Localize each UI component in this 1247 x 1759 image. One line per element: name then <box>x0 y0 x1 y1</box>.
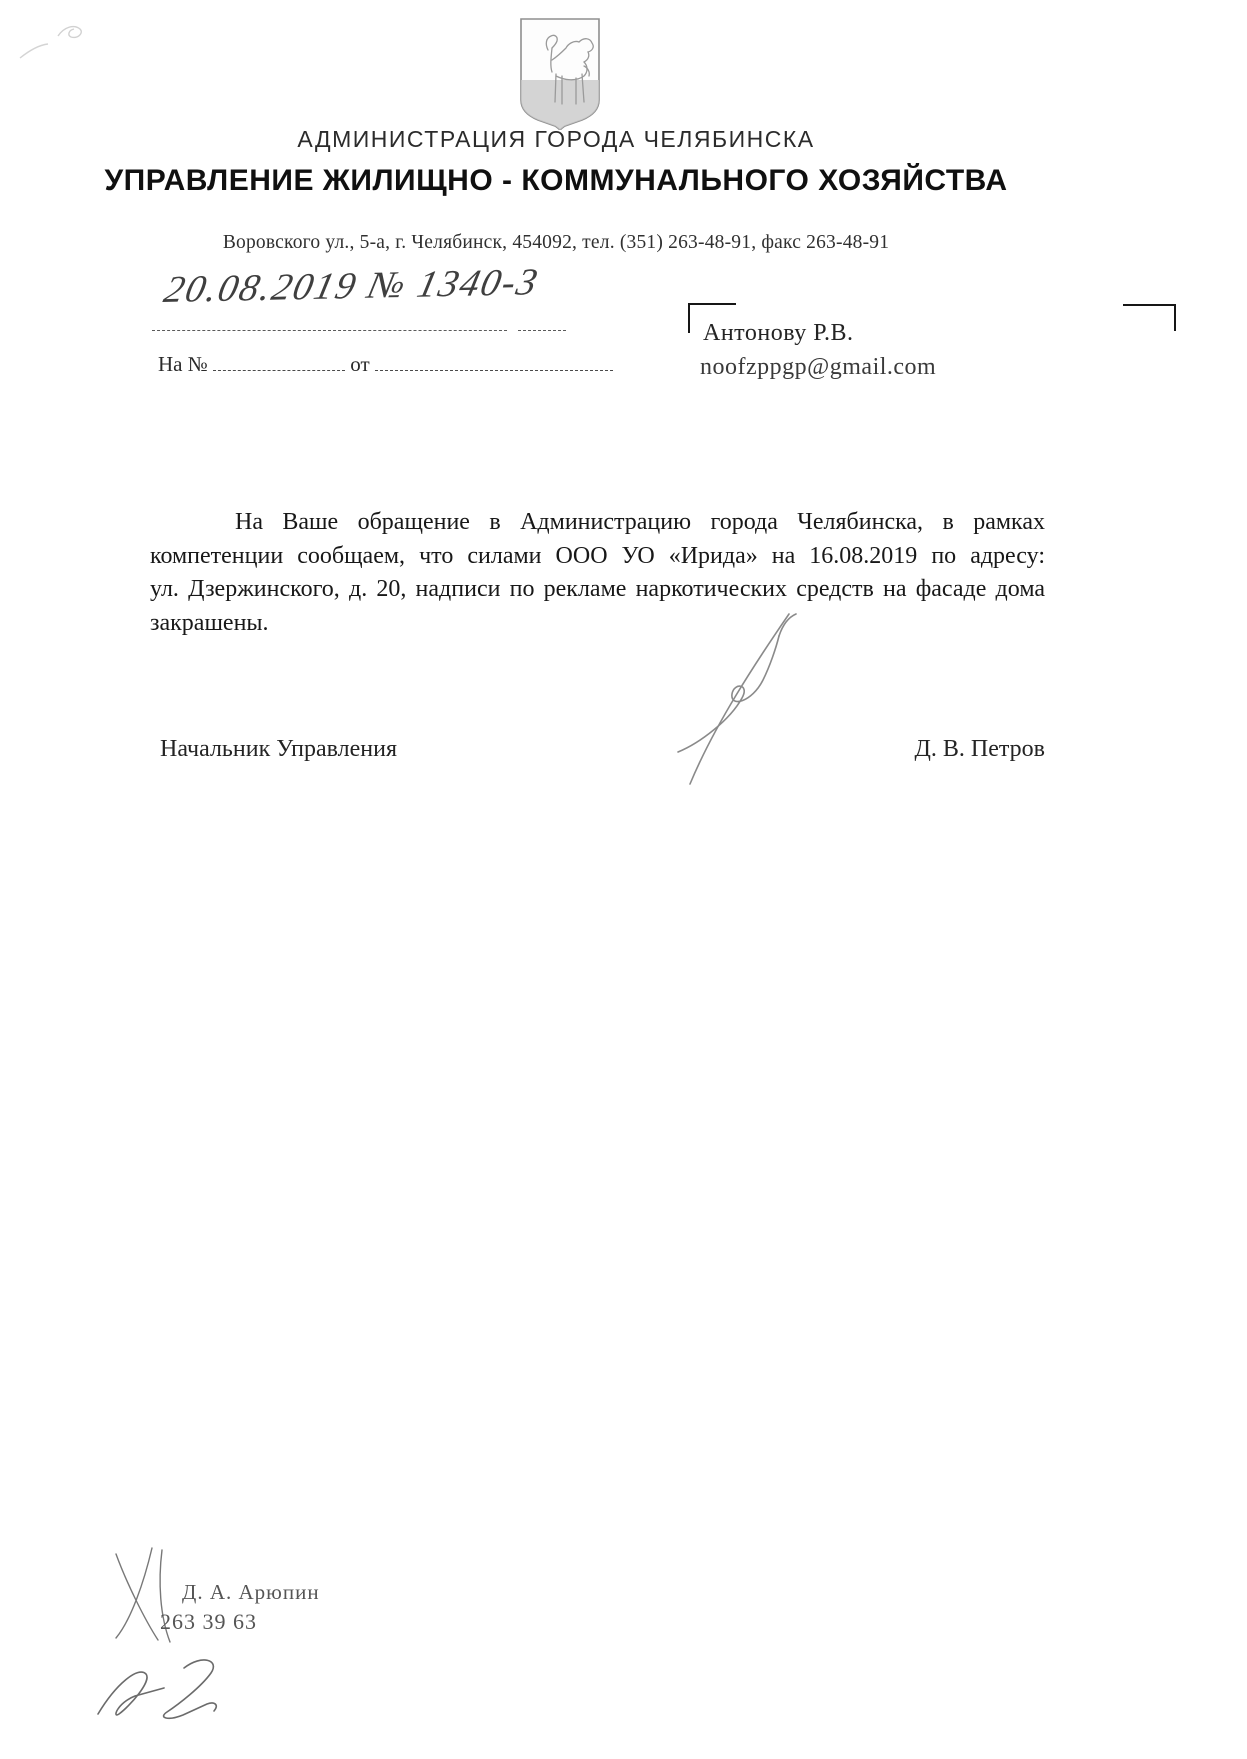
fill-in-line <box>213 354 345 371</box>
fill-in-line <box>375 354 613 371</box>
handwritten-flourish-signature <box>88 1652 248 1730</box>
addressee-name: Антонову Р.В. <box>703 320 854 346</box>
body-line: закрашены. <box>150 609 269 636</box>
body-line: ул. Дзержинского, д. 20, надписи по рекламе наркотических средств на фасаде дома <box>150 576 1045 602</box>
scan-smudge-mark <box>12 12 108 84</box>
fill-in-line <box>152 330 507 331</box>
fill-in-line <box>518 330 566 331</box>
body-line: На Ваше обращение в Администрацию города Челябинска, в рамках <box>235 509 1045 535</box>
handwritten-signature-icon <box>660 602 810 787</box>
administration-name: АДМИНИСТРАЦИЯ ГОРОДА ЧЕЛЯБИНСКА <box>297 126 815 152</box>
department-name: УПРАВЛЕНИЕ ЖИЛИЩНО - КОММУНАЛЬНОГО ХОЗЯЙСТВА <box>104 164 1008 197</box>
signer-position-title: Начальник Управления <box>160 736 397 762</box>
incoming-reference-row <box>158 352 613 377</box>
letterhead-contact-line: Воровского ул., 5-а, г. Челябинск, 454092, тел. (351) 263-48-91, факс 263-48-91 <box>222 232 890 253</box>
incoming-number-label: На № <box>158 352 208 376</box>
addressee-email: noofzppgp@gmail.com <box>700 354 937 380</box>
executor-name: Д. А. Арюпин <box>182 1580 320 1604</box>
addressee-corner-mark-right <box>1123 304 1176 331</box>
shield-ground-band <box>521 80 599 130</box>
incoming-from-label: от <box>350 352 370 376</box>
chelyabinsk-coat-of-arms-icon <box>518 16 602 130</box>
signer-name: Д. В. Петров <box>914 736 1045 762</box>
body-line: компетенции сообщаем, что силами ООО УО «Ирида» на 16.08.2019 по адресу: <box>150 542 1045 569</box>
executor-phone: 263 39 63 <box>160 1609 257 1634</box>
handwritten-outgoing-date-number: 20.08.2019 № 1340-3 <box>160 261 544 312</box>
letter-body <box>150 506 1045 640</box>
